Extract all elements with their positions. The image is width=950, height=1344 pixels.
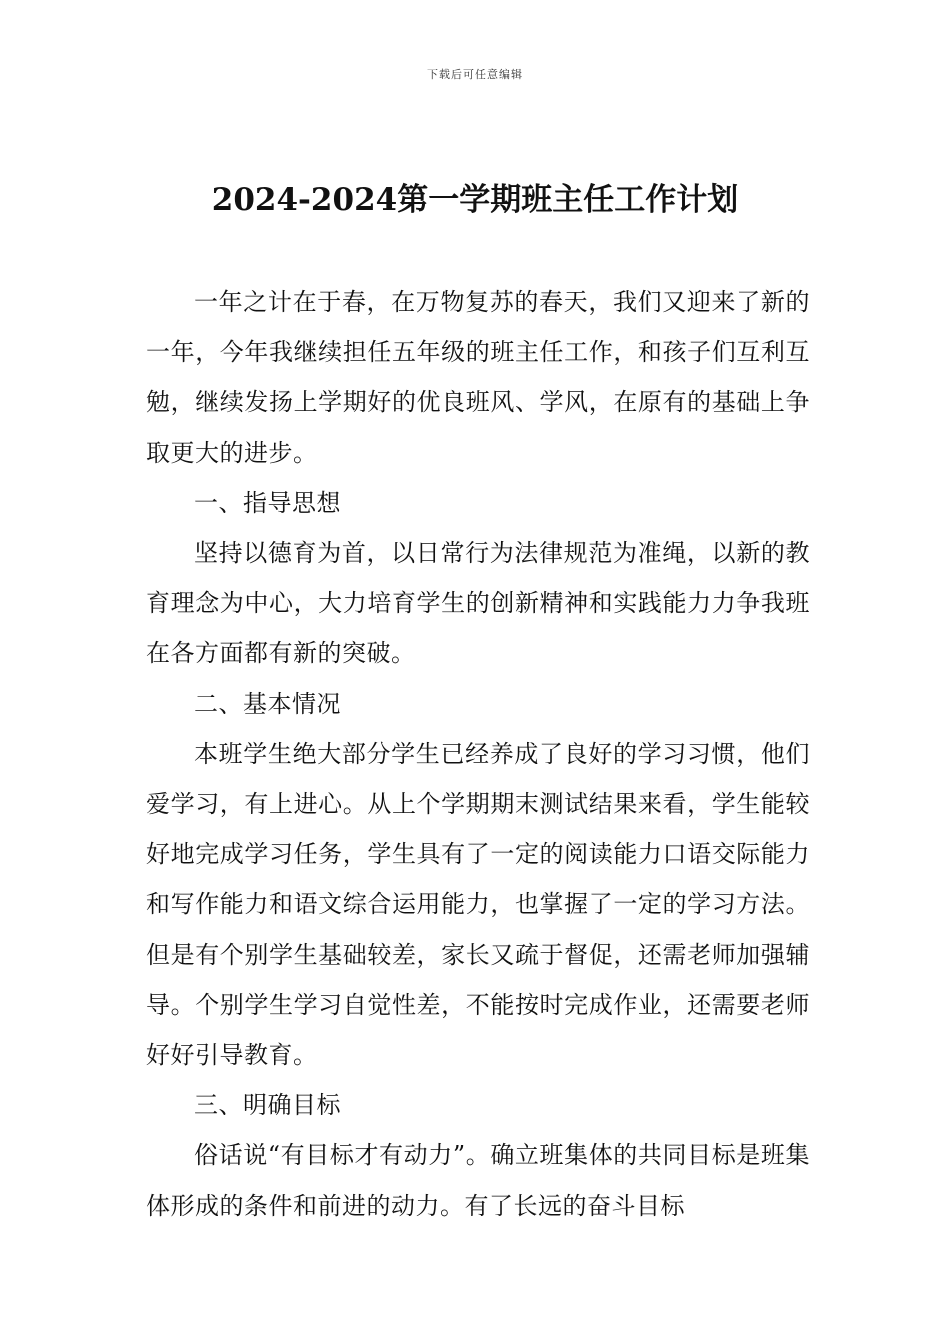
intro-paragraph: 一年之计在于春，在万物复苏的春天，我们又迎来了新的一年，今年我继续担任五年级的班主任工作，和孩子们互利互勉，继续发扬上学期好的优良班风、学风，在原有的基础上争取更大的进步。 — [146, 288, 810, 467]
document-body — [146, 277, 810, 1231]
section-heading-basic-situation: 二、基本情况 — [194, 689, 341, 718]
section-paragraph-clear-goals: 俗话说“有目标才有动力”。确立班集体的共同目标是班集体形成的条件和前进的动力。有了长远的奋斗目标 — [146, 1141, 810, 1220]
section-paragraph-basic-situation: 本班学生绝大部分学生已经养成了良好的学习习惯，他们爱学习，有上进心。从上个学期期末测试结果来看，学生能较好地完成学习任务，学生具有了一定的阅读能力口语交际能力和写作能力和语文综合运用能力，也掌握了一定的学习方法。但是有个别学生基础较差，家长又疏于督促，还需老师加强辅导。个别学生学习自觉性差，不能按时完成作业，还需要老师好好引导教育。 — [146, 739, 810, 1070]
section-heading-guiding-ideology: 一、指导思想 — [194, 488, 341, 517]
section-heading-clear-goals: 三、明确目标 — [194, 1091, 341, 1120]
section-paragraph-guiding-ideology: 坚持以德育为首，以日常行为法律规范为准绳，以新的教育理念为中心，大力培育学生的创新精神和实践能力力争我班在各方面都有新的突破。 — [146, 539, 810, 668]
header-note: 下载后可任意编辑 — [427, 68, 523, 81]
document-title: 2024-2024第一学期班主任工作计划 — [211, 182, 739, 218]
